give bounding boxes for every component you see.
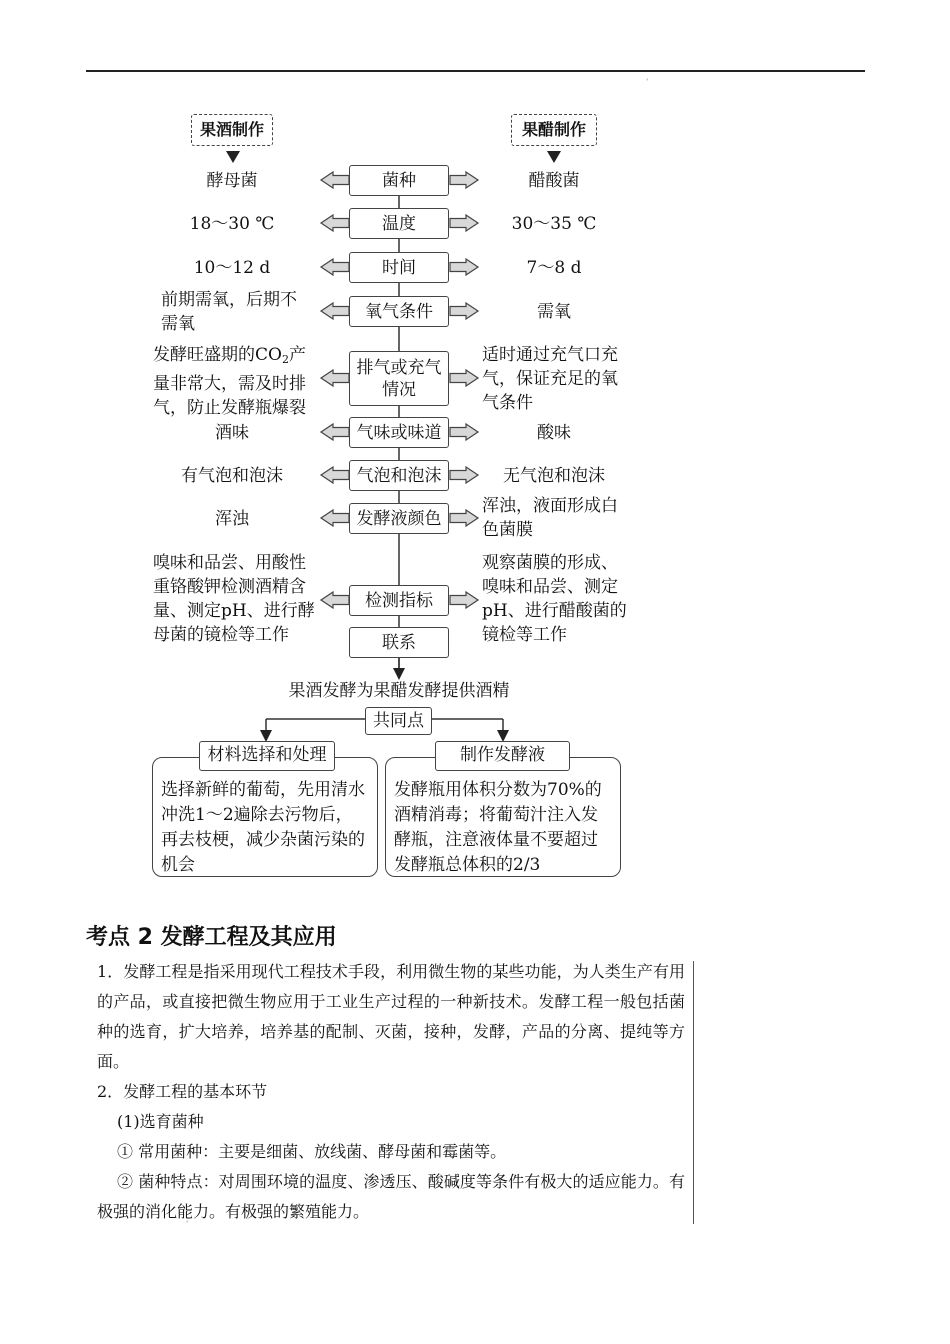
left-arrow-7 (321, 510, 349, 526)
right-arrow-4 (450, 370, 478, 386)
vinegar-bubbles: 无气泡和泡沫 (503, 466, 605, 486)
wine-bubbles: 有气泡和泡沫 (181, 466, 283, 486)
right-arrow-1 (450, 215, 478, 231)
left-arrow-3 (321, 303, 349, 319)
paragraph-2: 2．发酵工程的基本环节 (97, 1082, 268, 1101)
right-title-arrow (547, 151, 561, 163)
vinegar-strain: 醋酸菌 (528, 171, 580, 191)
row-venting: 排气或充气情况 (349, 351, 449, 406)
right-arrow-8 (450, 592, 478, 608)
materials-panel (152, 757, 378, 877)
left-arrow-5 (321, 424, 349, 440)
wine-smell: 酒味 (215, 423, 249, 443)
liquid-panel (385, 757, 621, 877)
page-mark: ˈ (646, 78, 649, 87)
right-arrow-2 (450, 259, 478, 275)
section-title: 考点 2 发酵工程及其应用 (86, 925, 337, 950)
materials-text: 选择新鲜的葡萄，先用清水冲洗1～2遍除去污物后，再去枝梗，减少杂菌污染的机会 (161, 780, 365, 875)
liquid-title: 制作发酵液 (435, 741, 570, 771)
vinegar-oxygen: 需氧 (537, 302, 571, 322)
left-arrow-0 (321, 172, 349, 188)
wine-detection: 嗅味和品尝、用酸性重铬酸钾检测酒精含量、测定pH、进行酵母菌的镜检等工作 (153, 553, 315, 645)
vinegar-smell: 酸味 (537, 423, 571, 443)
row-color: 发酵液颜色 (349, 503, 449, 534)
wine-temperature: 18～30 ℃ (189, 214, 275, 234)
link-text: 果酒发酵为果醋发酵提供酒精 (288, 681, 510, 701)
link-box: 联系 (349, 627, 449, 658)
row-temperature: 温度 (349, 208, 449, 239)
row-detection: 检测指标 (349, 585, 449, 616)
right-arrow-5 (450, 424, 478, 440)
vinegar-title-box: 果醋制作 (511, 114, 597, 146)
vinegar-detection: 观察菌膜的形成、嗅味和品尝、测定pH、进行醋酸菌的镜检等工作 (482, 553, 627, 645)
left-arrow-4 (321, 370, 349, 386)
row-oxygen: 氧气条件 (349, 296, 449, 327)
left-arrow-2 (321, 259, 349, 275)
vinegar-temperature: 30～35 ℃ (511, 214, 597, 234)
materials-title: 材料选择和处理 (199, 741, 335, 771)
wine-color: 浑浊 (215, 509, 249, 529)
left-arrow-6 (321, 467, 349, 483)
row-strain: 菌种 (349, 165, 449, 196)
left-arrow-8 (321, 592, 349, 608)
row-smell: 气味或味道 (349, 417, 449, 448)
margin-rule (693, 961, 694, 1224)
vinegar-venting: 适时通过充气口充气，保证充足的氧气条件 (482, 345, 618, 413)
paragraph-5: ② 菌种特点：对周围环境的温度、渗透压、酸碱度等条件有极大的适应能力。有极强的消化能力。有极强的繁殖能力。 (97, 1172, 685, 1221)
right-arrow-6 (450, 467, 478, 483)
right-arrow-7 (450, 510, 478, 526)
paragraph-1: 1．发酵工程是指采用现代工程技术手段，利用微生物的某些功能，为人类生产有用的产品，或直接把微生物应用于工业生产过程的一种新技术。发酵工程一般包括菌种的选育，扩大培养，培养基的配制、灭菌，接种，发酵，产品的分离、提纯等方面。 (97, 962, 685, 1071)
wine-time: 10～12 d (193, 258, 271, 278)
page-mark-bottom: ˈ (186, 1220, 189, 1229)
vinegar-color: 浑浊，液面形成白色菌膜 (482, 496, 618, 540)
wine-venting: 发酵旺盛期的$CO_2$产量非常大，需及时排气，防止发酵瓶爆裂 (153, 345, 306, 418)
wine-title-box: 果酒制作 (191, 114, 273, 146)
row-time: 时间 (349, 252, 449, 283)
right-arrow-3 (450, 303, 478, 319)
common-box: 共同点 (365, 707, 432, 735)
left-arrow-1 (321, 215, 349, 231)
right-arrow-0 (450, 172, 478, 188)
paragraph-4: ① 常用菌种：主要是细菌、放线菌、酵母菌和霉菌等。 (117, 1142, 507, 1161)
paragraph-3: (1)选育菌种 (117, 1112, 204, 1131)
row-bubbles: 气泡和泡沫 (349, 460, 449, 491)
wine-strain: 酵母菌 (206, 171, 258, 191)
vinegar-time: 7～8 d (526, 258, 582, 278)
left-title-arrow (226, 151, 240, 163)
wine-oxygen: 前期需氧，后期不需氧 (161, 290, 297, 334)
liquid-text: 发酵瓶用体积分数为70%的酒精消毒；将葡萄汁注入发酵瓶，注意液体量不要超过发酵瓶总体积的2/3 (394, 780, 602, 875)
